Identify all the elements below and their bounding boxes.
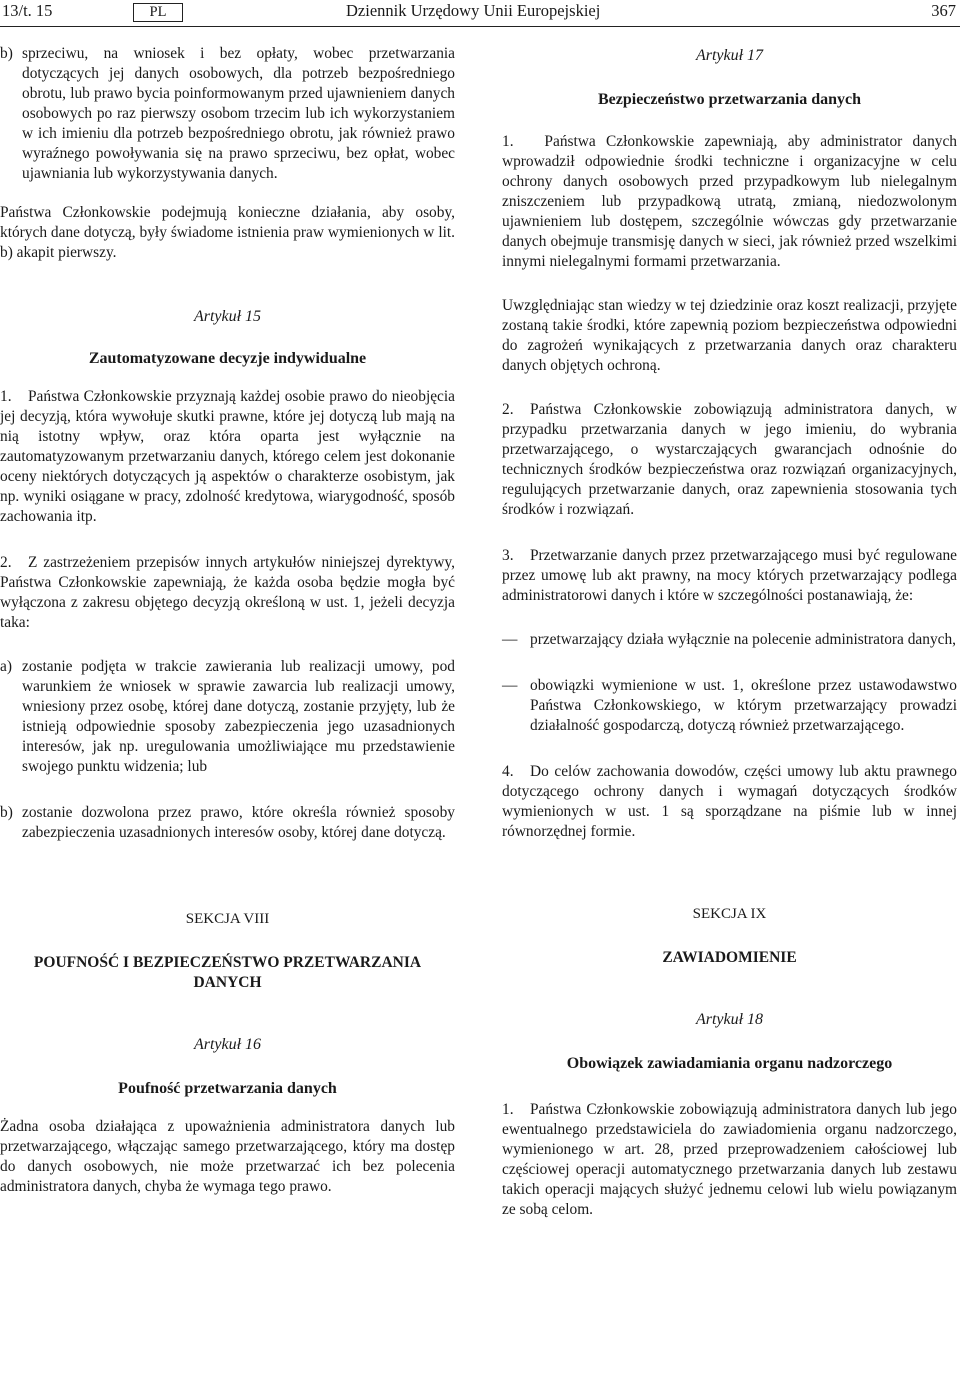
- article-17-paragraph-3: [502, 546, 957, 606]
- list-marker: a): [0, 658, 12, 675]
- paragraph-text: Państwa Członkowskie zobowiązują administratora danych, w przypadku przetwarzania danych w jego imieniu, do wybrania przetwarzającego, o wystarczających gwarancjach odnośnie do technicznych środków bezpieczeństwa oraz rozwiązań organizacyjnych, regulujących przetwarzanie danych, oraz zapewnienia stosowania tych środków i rozwiązań.: [502, 401, 957, 518]
- dash-marker: —: [502, 677, 518, 694]
- page-number: 367: [931, 1, 956, 20]
- paragraph-text: Z zastrzeżeniem przepisów innych artykułów niniejszej dyrektywy, Państwa Członkowskie zapewniają, że każda osoba będzie mogła być wyłączona z zakresu objętego decyzją określoną w ust. 1, jeżeli decyzja taka:: [0, 554, 455, 631]
- paragraph-text: Przetwarzanie danych przez przetwarzającego musi być regulowane przez umowę lub akt prawny, na mocy których przetwarzający podlega administratorowi danych i które w szczególności postanawiają, że:: [502, 547, 957, 604]
- paragraph-text: Państwa Członkowskie zobowiązują administratora danych lub jego ewentualnego przedstawiciela do zawiadomienia organu nadzorczego, wymienionego w art. 28, przed przeprowadzeniem całościowej lub częściowej operacji automatycznego przetwarzania danych lub zestawu takich operacji mających służyć jednemu celowi lub wielu powiązanym ze sobą celom.: [502, 1101, 957, 1218]
- article-18-label: Artykuł 18: [695, 1011, 764, 1028]
- article-15-title: Zautomatyzowane decyzje indywidualne: [88, 350, 367, 367]
- paragraph-member-states: Państwa Członkowskie podejmują konieczne działania, aby osoby, których dane dotyczą, były świadome istnienia praw wymienionych w lit. b) akapit pierwszy.: [0, 204, 455, 261]
- paragraph-number: 2.: [502, 401, 514, 418]
- section-9-label: SEKCJA IX: [692, 906, 767, 922]
- article-18-title: Obowiązek zawiadamiania organu nadzorczego: [566, 1055, 893, 1072]
- left-column: [0, 44, 455, 1197]
- article-17-paragraph-1: [502, 132, 957, 272]
- right-column: [502, 44, 957, 1220]
- list-text: zostanie dozwolona przez prawo, które określa również sposoby zabezpieczenia uzasadnionych interesów osoby, której dane dotyczą.: [22, 804, 455, 841]
- language-badge: PL: [133, 3, 183, 22]
- paragraph-number: 4.: [502, 763, 514, 780]
- paragraph-text: Państwa Członkowskie zapewniają, aby administrator danych wprowadził odpowiednie środki techniczne i organizacyjne w celu ochrony danych osobowych przed przypadkowym lub nielegalnym zniszczeniem lub przypadkową utratą, zmianą, niedozwolonym ujawnieniem lub dostępem, szczególnie wówczas gdy przetwarzanie danych obejmuje transmisję danych w sieci, jak również przed wszelkimi innymi nielegalnymi formami przetwarzania.: [502, 133, 958, 270]
- article-17-title: Bezpieczeństwo przetwarzania danych: [597, 91, 862, 108]
- list-item-b-objection: [0, 44, 455, 184]
- section-9-title: ZAWIADOMIENIE: [662, 949, 797, 966]
- section-8-label: SEKCJA VIII: [185, 911, 270, 927]
- article-16-text: Żadna osoba działająca z upoważnienia administratora danych lub przetwarzającego, włączając samego przetwarzającego, który ma dostęp do danych osobowych, nie może przetwarzać ich bez polecenia administratora danych, chyba że wymaga tego prawo.: [0, 1118, 455, 1195]
- section-8-title: POUFNOŚĆ I BEZPIECZEŃSTWO PRZETWARZANIA DANYCH: [33, 954, 422, 991]
- list-item-a: [0, 657, 455, 777]
- paragraph-number: 3.: [502, 547, 514, 564]
- article-17-paragraph-2: [502, 400, 957, 520]
- article-17-paragraph-4: [502, 762, 957, 842]
- article-15-paragraph-1: [0, 387, 455, 527]
- article-16-label: Artykuł 16: [193, 1036, 262, 1053]
- article-18-paragraph-1: [502, 1100, 957, 1220]
- dash-item-2: [502, 676, 957, 736]
- journal-title: Dziennik Urzędowy Unii Europejskiej: [346, 1, 601, 20]
- issue-number: 13/t. 15: [2, 1, 53, 20]
- article-16-title: Poufność przetwarzania danych: [118, 1080, 337, 1097]
- list-text: przetwarzający działa wyłącznie na polecenie administratora danych,: [530, 631, 957, 648]
- list-marker: b): [0, 45, 13, 62]
- list-text: obowiązki wymienione w ust. 1, określone przez ustawodawstwo Państwa Członkowskiego, w którym przetwarzający prowadzi działalność gospodarczą, dotyczą również przetwarzającego.: [530, 677, 957, 734]
- dash-marker: —: [502, 631, 518, 648]
- list-marker: b): [0, 804, 13, 821]
- list-item-b: [0, 803, 455, 843]
- paragraph-number: 1.: [502, 1101, 514, 1118]
- article-17-paragraph-1b: Uwzględniając stan wiedzy w tej dziedzinie oraz koszt realizacji, przyjęte zostaną takie środki, które zapewnią poziom bezpieczeństwa odpowiedni do zagrożeń wynikających z przetwarzania danych oraz charakteru danych objętych ochroną.: [502, 297, 957, 374]
- list-text: zostanie podjęta w trakcie zawierania lub realizacji umowy, pod warunkiem że wniosek w sprawie zawarcia lub realizacji umowy, wniesiony przez osobę, której dane dotyczą, zostanie przyjęty, lub że istnieją odpowiednie sposoby zabezpieczenia jego uzasadnionych interesów, jak np. uregulowania umożliwiające mu przedstawienie swojego punktu widzenia; lub: [22, 658, 455, 775]
- dash-item-1: [502, 630, 957, 650]
- page-header: [0, 0, 960, 28]
- paragraph-number: 2.: [0, 554, 12, 571]
- paragraph-text: Do celów zachowania dowodów, części umowy lub aktu prawnego dotyczącego ochrony danych i wymagań dotyczących środków wymienionych w ust. 1 są sporządzane na piśmie lub w innej równorzędnej formie.: [502, 763, 957, 840]
- paragraph-number: 1.: [0, 388, 12, 405]
- header-divider: [0, 26, 960, 27]
- article-17-label: Artykuł 17: [695, 47, 764, 64]
- article-15-paragraph-2: [0, 553, 455, 633]
- paragraph-text: Państwa Członkowskie przyznają każdej osobie prawo do nieobjęcia jej decyzją, która wywołuje skutki prawne, które jej dotyczą lub mają na nią istotny wpływ, oraz która oparta jest wyłącznie na zautomatyzowanym przetwarzaniu danych, którego celem jest dokonanie oceny niektórych dotyczących ją aspektów o charakterze osobistym, jak np. wyniki osiągane w pracy, zdolność kredytowa, wiarygodność, sposób zachowania itp.: [0, 388, 455, 525]
- article-15-label: Artykuł 15: [193, 308, 262, 325]
- list-text: sprzeciwu, na wniosek i bez opłaty, wobec przetwarzania dotyczących jej danych osobowych, dla potrzeb bezpośredniego obrotu, lub prawo bycia poinformowanym przed ujawnieniem danych osobowych po raz pierwszy osobom trzecim lub ich wykorzystaniem w ich imieniu dla potrzeb bezpośredniego obrotu, jak również prawo wyraźnego powoływania się na prawo sprzeciwu, bez opłat, wobec ujawniania lub wykorzystywania danych.: [22, 45, 455, 182]
- paragraph-number: 1.: [502, 133, 514, 150]
